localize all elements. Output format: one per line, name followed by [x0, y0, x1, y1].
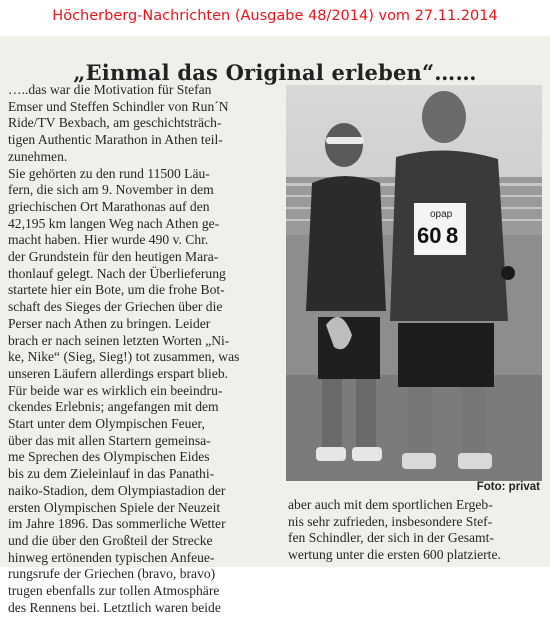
- text-line: thonlauf gelegt. Nach der Überlieferung: [8, 265, 226, 281]
- text-line: fen Schindler, der sich in der Gesamt-: [288, 530, 494, 546]
- text-line: bis zu dem Zieleinlauf in das Panathi-: [8, 466, 215, 482]
- text-line: und die über den Großteil der Strecke: [8, 532, 213, 548]
- text-line: macht haben. Hier wurde 490 v. Chr.: [8, 232, 209, 248]
- text-line: Emser und Steffen Schindler von Run´N: [8, 98, 229, 114]
- article-left-column: [8, 82, 280, 615]
- text-line: hinweg ertönenden typischen Anfeue-: [8, 549, 215, 565]
- page-header: [0, 0, 550, 36]
- text-line: aber auch mit dem sportlichen Ergeb-: [288, 497, 493, 512]
- text-line: tigen Authentic Marathon in Athen teil-: [8, 132, 223, 148]
- text-line: über das mit allen Startern gemeinsa-: [8, 432, 211, 448]
- text-line: Perser nach Athen zu bringen. Leider: [8, 315, 211, 331]
- text-line: wertung unter die ersten 600 platzierte.: [288, 547, 501, 563]
- bib-number-left: 60: [417, 223, 442, 248]
- text-line: zunehmen.: [8, 148, 68, 164]
- text-line: …..das war die Motivation für Stefan: [8, 82, 212, 97]
- header-title: Höcherberg-Nachrichten (Ausgabe 48/2014) vom 27.11.2014: [52, 8, 498, 24]
- text-line: rungsrufe der Griechen (bravo, bravo): [8, 566, 216, 582]
- text-line: ersten Olympischen Spiele der Neuzeit: [8, 499, 221, 515]
- text-line: naiko-Stadion, dem Olympiastadion der: [8, 482, 226, 498]
- bib-number-right: 8: [446, 223, 459, 248]
- text-line: me Sprechen des Olympischen Eides: [8, 449, 210, 465]
- text-line: ke, Nike“ (Sieg, Sieg!) tot zusammen, was: [8, 349, 240, 365]
- text-line: schaft des Sieges der Griechen über die: [8, 299, 223, 315]
- text-line: brach er nach seinen letzten Worten „Ni-: [8, 332, 230, 348]
- runners-photo: [286, 85, 542, 481]
- text-line: nis sehr zufrieden, insbesondere Stef-: [288, 513, 493, 529]
- text-line: Ride/TV Bexbach, am geschichtsträch-: [8, 115, 222, 131]
- article-right-column: [288, 497, 544, 564]
- bib-sponsor: opap: [430, 209, 453, 220]
- text-line: ckendes Erlebnis; angefangen mit dem: [8, 399, 219, 415]
- text-line: Sie gehörten zu den rund 11500 Läu-: [8, 165, 210, 181]
- text-line: des Rennens bei. Letztlich waren beide: [8, 599, 221, 615]
- text-line: unseren Läufern allerdings erspart blieb.: [8, 365, 229, 381]
- text-line: griechischen Ort Marathonas auf den: [8, 198, 210, 214]
- text-line: der Grundstein für den heutigen Mara-: [8, 249, 219, 265]
- photo-caption: Foto: privat: [476, 481, 540, 493]
- text-line: startete hier ein Bote, um die frohe Bot-: [8, 282, 225, 298]
- text-line: 42,195 km langen Weg nach Athen ge-: [8, 215, 220, 231]
- article-headline: „Einmal das Original erleben“……: [73, 60, 477, 85]
- text-line: Für beide war es wirklich ein beeindru-: [8, 382, 223, 398]
- text-line: im Jahre 1896. Das sommerliche Wetter: [8, 516, 226, 532]
- text-line: Start unter dem Olympischen Feuer,: [8, 416, 205, 432]
- text-line: trugen ebenfalls zur tollen Atmosphäre: [8, 583, 220, 599]
- text-line: fern, die sich am 9. November in dem: [8, 182, 214, 198]
